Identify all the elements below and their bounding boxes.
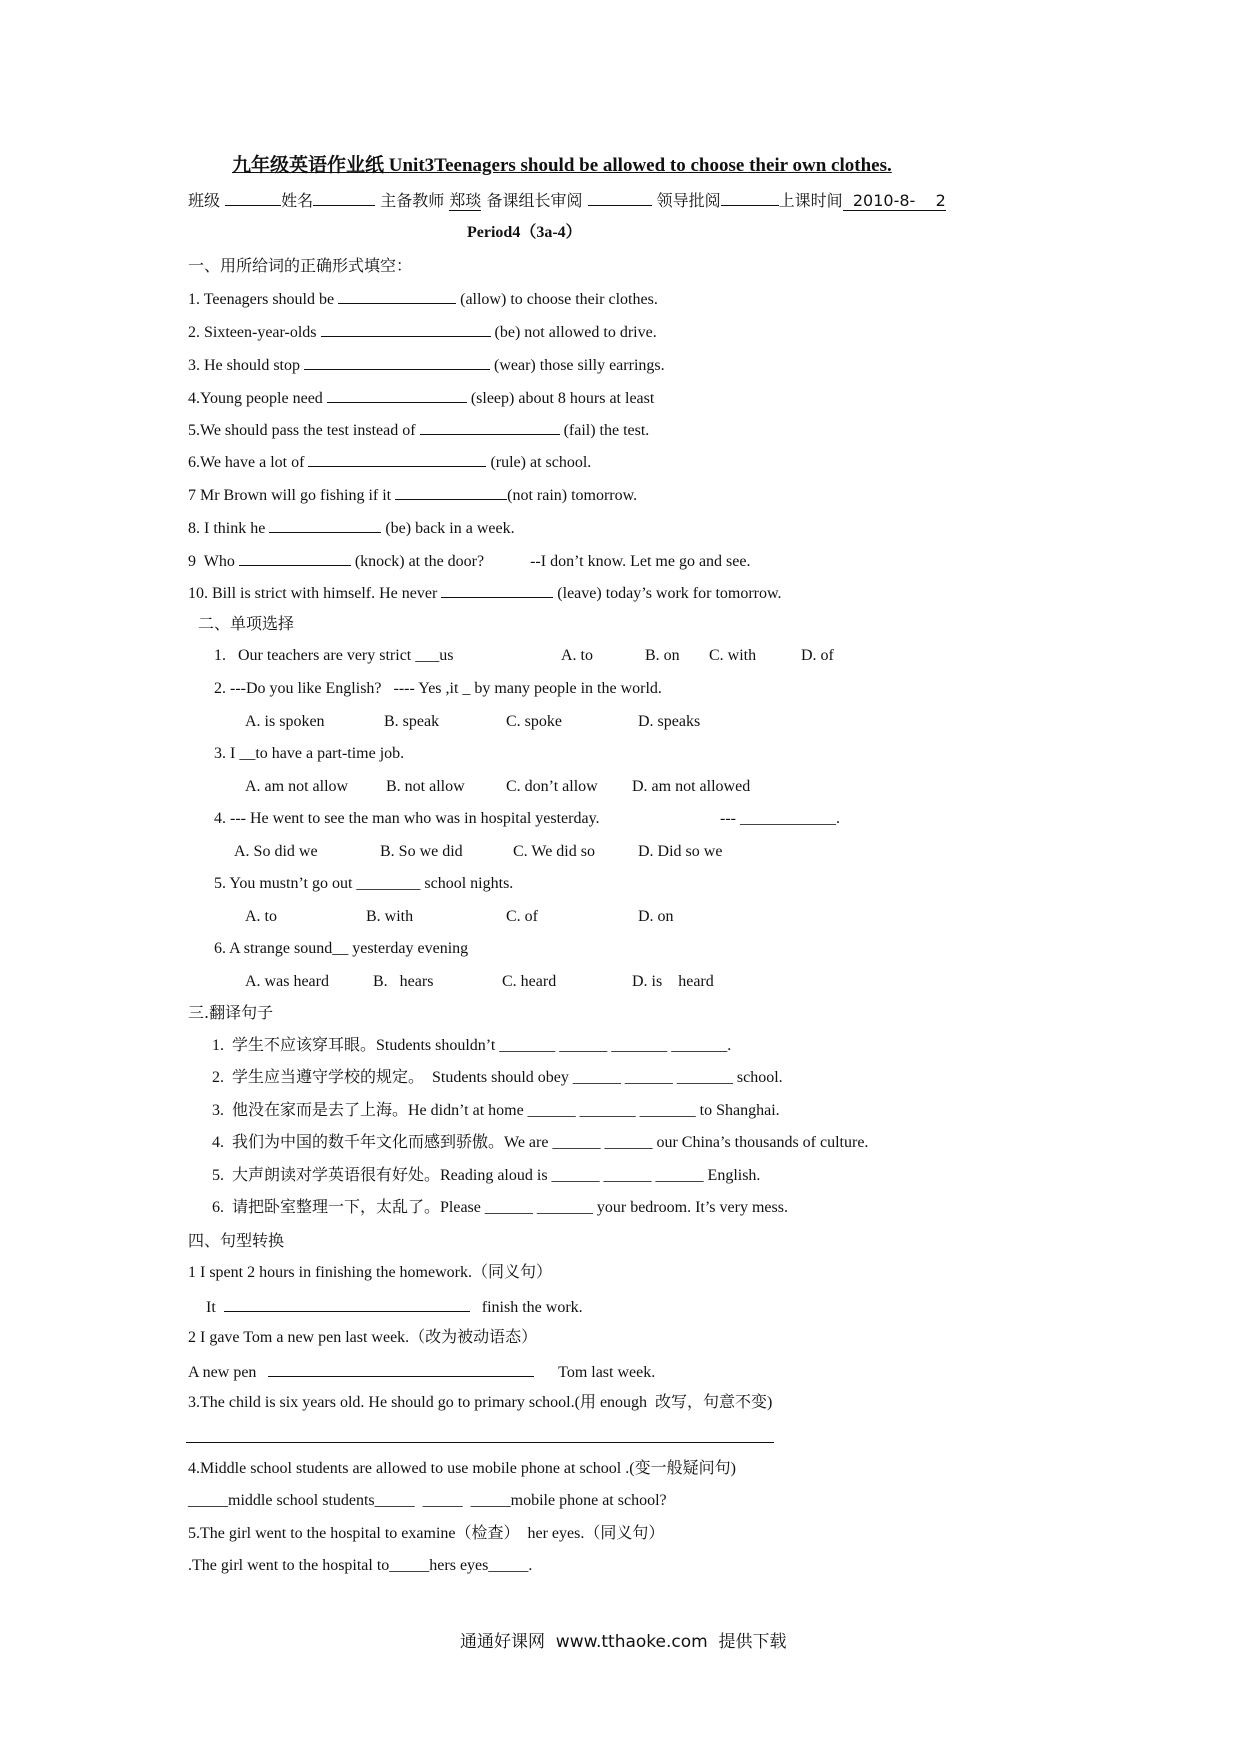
s4-q1: 1 I spent 2 hours in finishing the homework.（同义句）	[188, 1264, 552, 1281]
s4-q2-tail: Tom last week.	[558, 1364, 656, 1381]
s4-q2-answer	[188, 1361, 655, 1383]
s2-q1-stem: 1. Our teachers are very strict ___us	[214, 647, 454, 664]
reviewer-blank[interactable]	[588, 190, 652, 206]
s1-item-8-hint: (be) back in a week.	[381, 520, 515, 537]
s1-item-1-hint: (allow) to choose their clothes.	[456, 291, 658, 308]
period-label: Period4（3a-4）	[467, 224, 582, 241]
s2-q2-opt-b[interactable]: B. speak	[384, 713, 440, 730]
s1-item-5-stem: 5.We should pass the test instead of	[188, 422, 420, 439]
s2-q6-opt-b[interactable]: B. hears	[373, 973, 434, 990]
s2-q5-opt-c[interactable]: C. of	[506, 908, 538, 925]
s1-item-7-stem: 7 Mr Brown will go fishing if it	[188, 487, 396, 504]
s1-item-9-reply: --I don’t know. Let me go and see.	[530, 553, 751, 570]
s2-q3-opt-a[interactable]: A. am not allow	[245, 778, 349, 795]
s1-item-2	[188, 321, 657, 343]
s4-q3: 3.The child is six years old. He should go to primary school.(用 enough 改写，句意不变)	[188, 1394, 773, 1411]
s1-item-4-hint: (sleep) about 8 hours at least	[466, 390, 655, 407]
s1-item-4-blank[interactable]	[327, 387, 467, 403]
s2-q6-opt-a[interactable]: A. was heard	[245, 973, 329, 990]
s1-item-5-blank[interactable]	[420, 419, 560, 435]
s1-item-6-stem: 6.We have a lot of	[188, 454, 309, 471]
s1-item-2-hint: (be) not allowed to drive.	[490, 324, 657, 341]
section1-heading: 一、用所给词的正确形式填空：	[188, 256, 413, 275]
s2-q3-opt-b[interactable]: B. not allow	[386, 778, 465, 795]
class-blank[interactable]	[225, 190, 281, 206]
s1-item-4-stem: 4.Young people need	[188, 390, 327, 407]
s1-item-3-hint: (wear) those silly earrings.	[490, 357, 665, 374]
s2-q4-opt-d[interactable]: D. Did so we	[638, 843, 723, 860]
s1-item-7-blank[interactable]	[395, 484, 507, 500]
s2-q4-tail: --- ____________.	[720, 810, 840, 827]
s2-q5-opt-a[interactable]: A. to	[245, 908, 277, 925]
s1-item-9	[188, 550, 750, 572]
name-label: 姓名	[281, 191, 314, 210]
s4-q1-answer	[206, 1296, 583, 1318]
s3-item-5: 5. 大声朗读对学英语很有好处。Reading aloud is ______ ______ ______ English.	[212, 1167, 761, 1184]
s1-item-5-hint: (fail) the test.	[559, 422, 650, 439]
s4-q4-answer: _____middle school students_____ _____ _____mobile phone at school?	[188, 1492, 667, 1509]
s1-item-1-blank[interactable]	[338, 288, 456, 304]
date-value: 2010-8-	[852, 191, 916, 210]
s4-q1-blank[interactable]	[224, 1296, 470, 1312]
s4-q2-blank[interactable]	[268, 1361, 534, 1377]
date-suffix: 2	[935, 191, 946, 210]
s1-item-4	[188, 387, 654, 409]
section4-heading: 四、句型转换	[188, 1231, 285, 1250]
s3-item-3: 3. 他没在家而是去了上海。He didn’t at home ______ _______ _______ to Shanghai.	[212, 1102, 780, 1119]
worksheet-title: 九年级英语作业纸 Unit3Teenagers should be allowed to choose their own clothes.	[232, 155, 892, 176]
section3-heading: 三.翻译句子	[188, 1003, 274, 1022]
s1-item-10-hint: (leave) today’s work for tomorrow.	[553, 585, 782, 602]
s1-item-9-blank[interactable]	[239, 550, 351, 566]
header-line	[188, 190, 946, 211]
s3-item-4: 4. 我们为中国的数千年文化而感到骄傲。We are ______ ______ our China’s thousands of culture.	[212, 1134, 869, 1151]
s1-item-7	[188, 484, 637, 506]
s4-q2: 2 I gave Tom a new pen last week.（改为被动语态）	[188, 1329, 538, 1346]
s1-item-6-blank[interactable]	[308, 451, 486, 467]
s2-q2-stem: 2. ---Do you like English? ---- Yes ,it _ by many people in the world.	[214, 680, 662, 697]
s2-q1-opt-d[interactable]: D. of	[801, 647, 834, 664]
s1-item-8	[188, 517, 515, 539]
s2-q5-opt-d[interactable]: D. on	[638, 908, 674, 925]
s3-item-6: 6. 请把卧室整理一下，太乱了。Please ______ _______ your bedroom. It’s very mess.	[212, 1199, 788, 1216]
s2-q4-opt-b[interactable]: B. So we did	[380, 843, 463, 860]
s2-q5-opt-b[interactable]: B. with	[366, 908, 414, 925]
s4-q5: 5.The girl went to the hospital to examine（检查） her eyes.（同义句）	[188, 1525, 665, 1542]
s1-item-5	[188, 419, 649, 441]
teacher-label: 主备教师	[380, 191, 445, 210]
s3-item-1: 1. 学生不应该穿耳眼。Students shouldn’t _______ ______ _______ _______.	[212, 1037, 732, 1054]
s1-item-10-stem: 10. Bill is strict with himself. He never	[188, 585, 442, 602]
s1-item-6-hint: (rule) at school.	[486, 454, 592, 471]
s2-q1-opt-a[interactable]: A. to	[561, 647, 593, 664]
s2-q1	[214, 646, 453, 666]
s4-q5-answer: .The girl went to the hospital to_____hers eyes_____.	[188, 1557, 533, 1574]
s2-q2-opt-d[interactable]: D. speaks	[638, 713, 701, 730]
s1-item-8-blank[interactable]	[269, 517, 381, 533]
s2-q3-opt-c[interactable]: C. don’t allow	[506, 778, 598, 795]
s1-item-3	[188, 354, 665, 376]
s1-item-1	[188, 288, 658, 310]
s2-q2-opt-a[interactable]: A. is spoken	[245, 713, 325, 730]
s4-q4: 4.Middle school students are allowed to use mobile phone at school .(变一般疑问句)	[188, 1460, 736, 1477]
date-label: 上课时间	[778, 191, 843, 210]
s2-q1-opt-b[interactable]: B. on	[645, 647, 680, 664]
leader-label: 领导批阅	[656, 191, 721, 210]
teacher-name: 郑琰	[449, 191, 482, 210]
s2-q2-opt-c[interactable]: C. spoke	[506, 713, 562, 730]
s3-item-2: 2. 学生应当遵守学校的规定。 Students should obey ______ ______ _______ school.	[212, 1069, 783, 1086]
s2-q3-opt-d[interactable]: D. am not allowed	[632, 778, 751, 795]
leader-blank[interactable]	[721, 190, 779, 206]
name-blank[interactable]	[313, 190, 375, 206]
s1-item-1-stem: 1. Teenagers should be	[188, 291, 339, 308]
s1-item-10	[188, 582, 782, 604]
s1-item-10-blank[interactable]	[441, 582, 553, 598]
s2-q3-stem: 3. I __to have a part-time job.	[214, 745, 405, 762]
s2-q6-stem: 6. A strange sound__ yesterday evening	[214, 940, 469, 957]
s1-item-8-stem: 8. I think he	[188, 520, 270, 537]
s1-item-9-stem: 9 Who	[188, 553, 239, 570]
s1-item-6	[188, 451, 591, 473]
s4-q2-lead: A new pen	[188, 1364, 257, 1381]
s1-item-2-stem: 2. Sixteen-year-olds	[188, 324, 321, 341]
class-label: 班级	[188, 191, 221, 210]
s4-q1-lead: It	[206, 1299, 216, 1316]
footer-source: 通通好课网 www.tthaoke.com 提供下载	[460, 1632, 787, 1652]
s1-item-7-hint: (not rain) tomorrow.	[507, 487, 638, 504]
s4-q1-tail: finish the work.	[481, 1299, 583, 1316]
reviewer-label: 备课组长审阅	[486, 191, 583, 210]
s2-q6-opt-d[interactable]: D. is heard	[632, 973, 714, 990]
s2-q5-stem: 5. You mustn’t go out ________ school nights.	[214, 875, 514, 892]
section2-heading: 二、单项选择	[198, 614, 295, 633]
s1-item-3-stem: 3. He should stop	[188, 357, 304, 374]
s2-q4-opt-a[interactable]: A. So did we	[234, 843, 318, 860]
s4-q3-answer-line[interactable]	[186, 1442, 774, 1443]
s1-item-3-blank[interactable]	[304, 354, 490, 370]
s1-item-2-blank[interactable]	[321, 321, 491, 337]
s2-q4-opt-c[interactable]: C. We did so	[513, 843, 595, 860]
s2-q4-stem: 4. --- He went to see the man who was in hospital yesterday.	[214, 810, 600, 827]
s2-q1-opt-c[interactable]: C. with	[709, 647, 757, 664]
s1-item-9-hint: (knock) at the door?	[350, 553, 485, 570]
s2-q6-opt-c[interactable]: C. heard	[502, 973, 557, 990]
